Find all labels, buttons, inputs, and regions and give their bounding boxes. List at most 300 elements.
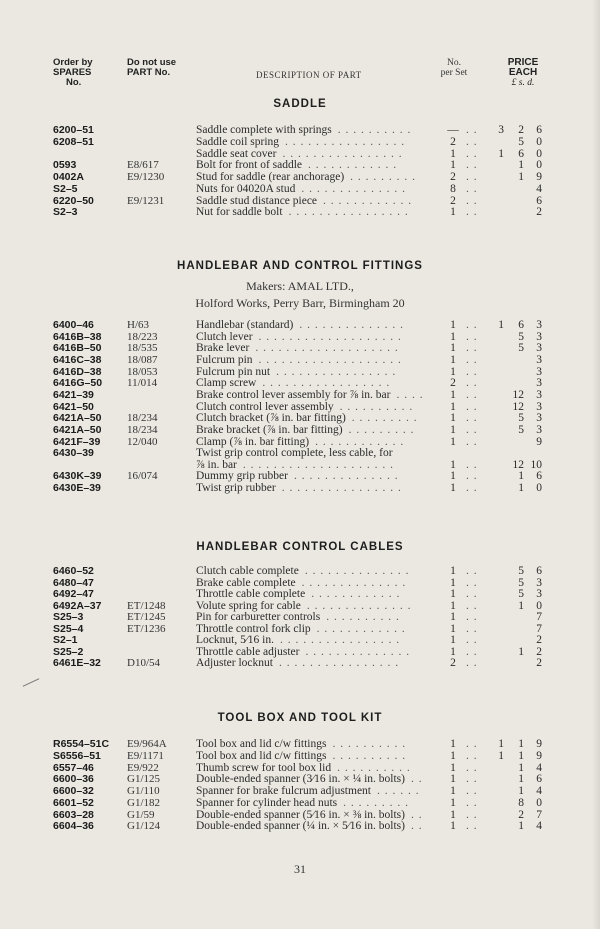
part-description: Double-ended spanner (3⁄16 in. × ¼ in. bolts) xyxy=(196,773,405,785)
part-description: Double-ended spanner (5⁄16 in. × ⅜ in. bolts) xyxy=(196,809,405,821)
price-pence: 9 xyxy=(536,738,542,750)
price-pence: 3 xyxy=(536,389,542,401)
table-row xyxy=(0,482,600,494)
part-description: Volute spring for cable xyxy=(196,600,301,612)
price-shillings: 1 xyxy=(518,785,524,797)
price-pence: 3 xyxy=(536,412,542,424)
qty-no-label: No. xyxy=(447,58,461,68)
leader-dots: . . . . . . . . . . xyxy=(332,738,407,750)
part-description: Fulcrum pin xyxy=(196,354,253,366)
qty-leader-dots: . . xyxy=(466,785,478,797)
price-pence: 6 xyxy=(536,470,542,482)
order-number: 6200–51 xyxy=(53,124,94,136)
leader-dots: . . . . . . . . . . xyxy=(339,401,414,413)
part-description: Saddle stud distance piece xyxy=(196,195,318,207)
price-shillings: 8 xyxy=(518,797,524,809)
order-number: 6430–39 xyxy=(53,447,94,459)
order-number: 6601–52 xyxy=(53,797,94,809)
section-title: HANDLEBAR CONTROL CABLES xyxy=(196,541,404,553)
qty-leader-dots: . . xyxy=(466,470,478,482)
order-number: 6220–50 xyxy=(53,195,94,207)
price-pence: 3 xyxy=(536,319,542,331)
table-row xyxy=(0,183,600,195)
table-row xyxy=(0,820,600,832)
price-pounds: 1 xyxy=(498,738,504,750)
quantity-per-set: 1 xyxy=(450,646,456,658)
price-pence: 3 xyxy=(536,377,542,389)
quantity-per-set: 1 xyxy=(450,600,456,612)
old-part-number: G1/125 xyxy=(127,773,160,785)
part-description: Thumb screw for tool box lid xyxy=(196,762,332,774)
price-shillings: 12 xyxy=(512,459,524,471)
order-number: 6416D–38 xyxy=(53,366,102,378)
qty-leader-dots: . . xyxy=(466,148,478,160)
order-number: S2–1 xyxy=(53,634,78,646)
old-part-number: H/63 xyxy=(127,319,149,331)
part-description: Spanner for cylinder head nuts xyxy=(196,797,338,809)
order-number: 6480–47 xyxy=(53,577,94,589)
quantity-per-set: 2 xyxy=(450,377,456,389)
quantity-per-set: 1 xyxy=(450,577,456,589)
table-row xyxy=(0,738,600,750)
leader-dots: . . . . . . . . . . . . . . . . xyxy=(278,657,400,669)
order-number: 6421A–50 xyxy=(53,412,102,424)
price-pence: 4 xyxy=(536,820,542,832)
quantity-per-set: — xyxy=(447,124,459,136)
page-number: 31 xyxy=(294,862,306,876)
quantity-per-set: 2 xyxy=(450,195,456,207)
qty-leader-dots: . . xyxy=(466,809,478,821)
quantity-per-set: 1 xyxy=(450,482,456,494)
leader-dots: . . . . . . . . . . xyxy=(332,750,407,762)
quantity-per-set: 2 xyxy=(450,657,456,669)
per-set-label: per Set xyxy=(440,68,468,78)
leader-dots: . . . . . . . . . . . . xyxy=(308,159,398,171)
order-number: S6556–51 xyxy=(53,750,101,762)
price-shillings: 12 xyxy=(512,389,524,401)
table-row xyxy=(0,611,600,623)
price-shillings: 5 xyxy=(518,588,524,600)
order-number: 6557–46 xyxy=(53,762,94,774)
table-row xyxy=(0,447,600,459)
each-label: EACH xyxy=(508,67,538,78)
order-number: 6430E–39 xyxy=(53,482,101,494)
leader-dots: . . . . . . . . . . xyxy=(326,611,400,623)
do-not-use-label: Do not use xyxy=(127,57,177,68)
part-no-label: PART No. xyxy=(127,67,171,78)
quantity-per-set: 1 xyxy=(450,342,456,354)
price-pence: 7 xyxy=(536,611,542,623)
leader-dots: . . . . . . . . . . . . . . . . xyxy=(276,366,397,378)
price-pence: 3 xyxy=(536,424,542,436)
qty-leader-dots: . . xyxy=(466,459,478,471)
leader-dots: . . . . . . . . . . . . . . xyxy=(301,577,407,589)
leader-dots: . . . . . . . . . xyxy=(351,412,418,424)
qty-leader-dots: . . xyxy=(466,623,478,635)
qty-leader-dots: . . xyxy=(466,124,478,136)
price-pence: 9 xyxy=(536,436,542,448)
part-description: Throttle cable adjuster xyxy=(196,646,300,658)
table-row xyxy=(0,750,600,762)
part-description: Tool box and lid c/w fittings xyxy=(196,750,327,762)
leader-dots: . . . . . . . . . . . . xyxy=(316,623,406,635)
makers-address: Holford Works, Perry Barr, Birmingham 20 xyxy=(195,296,405,310)
qty-leader-dots: . . xyxy=(466,424,478,436)
old-part-number: 18/223 xyxy=(127,331,158,343)
qty-leader-dots: . . xyxy=(466,389,478,401)
order-number: S25–2 xyxy=(53,646,84,658)
quantity-per-set: 2 xyxy=(450,171,456,183)
leader-dots: . . . . . . . . . . xyxy=(337,124,412,136)
leader-dots: . . . . . . . . . . . . . . . . xyxy=(288,206,409,218)
price-pence: 3 xyxy=(536,366,542,378)
table-row xyxy=(0,657,600,669)
qty-leader-dots: . . xyxy=(466,342,478,354)
quantity-per-set: 1 xyxy=(450,623,456,635)
price-pence: 4 xyxy=(536,183,542,195)
quantity-per-set: 1 xyxy=(450,809,456,821)
part-description: Stud for saddle (rear anchorage) xyxy=(196,171,345,183)
qty-leader-dots: . . xyxy=(466,377,478,389)
part-description: Saddle seat cover xyxy=(196,148,277,160)
order-number: 6492A–37 xyxy=(53,600,102,612)
page-edge-shadow xyxy=(592,0,600,929)
quantity-per-set: 1 xyxy=(450,354,456,366)
qty-leader-dots: . . xyxy=(466,436,478,448)
part-description: Nuts for 04020A stud xyxy=(196,183,296,195)
table-row xyxy=(0,206,600,218)
price-pence: 3 xyxy=(536,331,542,343)
part-description: Nut for saddle bolt xyxy=(196,206,283,218)
quantity-per-set: 1 xyxy=(450,412,456,424)
price-pence: 10 xyxy=(530,459,542,471)
qty-leader-dots: . . xyxy=(466,738,478,750)
leader-dots: . . . . . . . . . . . . . . . . xyxy=(282,148,403,160)
quantity-per-set: 1 xyxy=(450,206,456,218)
price-pence: 6 xyxy=(536,124,542,136)
leader-dots: . . . . xyxy=(396,389,424,401)
old-part-number: ET/1236 xyxy=(127,623,166,635)
price-shillings: 5 xyxy=(518,424,524,436)
qty-leader-dots: . . xyxy=(466,195,478,207)
order-number: 6208–51 xyxy=(53,136,94,148)
leader-dots: . . . . . . . . . . . . . . xyxy=(301,183,406,195)
part-description: Throttle cable complete xyxy=(196,588,306,600)
table-row xyxy=(0,354,600,366)
quantity-per-set: 1 xyxy=(450,565,456,577)
qty-leader-dots: . . xyxy=(466,183,478,195)
leader-dots: . . . . . . . . . xyxy=(348,424,415,436)
price-pence: 9 xyxy=(536,750,542,762)
price-pence: 3 xyxy=(536,342,542,354)
table-row xyxy=(0,171,600,183)
leader-dots: . . . . . . . . . . . . . . . . . . . xyxy=(258,354,402,366)
table-row xyxy=(0,424,600,436)
leader-dots: . . . . . . . . . xyxy=(343,797,410,809)
leader-dots: . . . . . . . . . . . . . . xyxy=(305,646,411,658)
table-row xyxy=(0,470,600,482)
money-units-label: £ s. d. xyxy=(511,78,535,88)
quantity-per-set: 1 xyxy=(450,750,456,762)
price-shillings: 5 xyxy=(518,342,524,354)
description-header: DESCRIPTION OF PART xyxy=(256,70,362,80)
section-title: TOOL BOX AND TOOL KIT xyxy=(217,712,383,724)
qty-leader-dots: . . xyxy=(466,797,478,809)
order-number: 6421A–50 xyxy=(53,424,102,436)
part-description: Throttle control fork clip xyxy=(196,623,311,635)
part-description: Dummy grip rubber xyxy=(196,470,288,482)
order-number: 6416C–38 xyxy=(53,354,102,366)
table-row xyxy=(0,319,600,331)
old-part-number: E9/922 xyxy=(127,762,159,774)
old-part-number: 12/040 xyxy=(127,436,158,448)
order-number: S25–4 xyxy=(53,623,84,635)
leader-dots: . . . . . . xyxy=(377,785,420,797)
price-shillings: 2 xyxy=(518,124,524,136)
order-number: 6416B–38 xyxy=(53,331,102,343)
quantity-per-set: 1 xyxy=(450,470,456,482)
old-part-number: 18/087 xyxy=(127,354,158,366)
leader-dots: . . xyxy=(410,773,423,785)
qty-leader-dots: . . xyxy=(466,634,478,646)
table-row xyxy=(0,773,600,785)
order-number: 6400–46 xyxy=(53,319,94,331)
qty-leader-dots: . . xyxy=(466,611,478,623)
price-shillings: 1 xyxy=(518,470,524,482)
price-shillings: 5 xyxy=(518,577,524,589)
part-description: Adjuster locknut xyxy=(196,657,273,669)
price-pence: 2 xyxy=(536,206,542,218)
quantity-per-set: 1 xyxy=(450,738,456,750)
quantity-per-set: 1 xyxy=(450,401,456,413)
price-shillings: 12 xyxy=(512,401,524,413)
old-part-number: G1/124 xyxy=(127,820,160,832)
quantity-per-set: 1 xyxy=(450,319,456,331)
quantity-per-set: 1 xyxy=(450,436,456,448)
qty-leader-dots: . . xyxy=(466,565,478,577)
qty-leader-dots: . . xyxy=(466,588,478,600)
part-description: Locknut, 5⁄16 in. xyxy=(196,634,274,646)
leader-dots: . . . . . . . . . . . . . . xyxy=(304,565,410,577)
part-description: Saddle complete with springs xyxy=(196,124,332,136)
qty-leader-dots: . . xyxy=(466,762,478,774)
table-row xyxy=(0,785,600,797)
price-pence: 4 xyxy=(536,762,542,774)
price-shillings: 1 xyxy=(518,646,524,658)
order-number: 6421–39 xyxy=(53,389,94,401)
part-description: Brake lever xyxy=(196,342,250,354)
old-part-number: E8/617 xyxy=(127,159,159,171)
part-header xyxy=(127,58,176,78)
leader-dots: . . . . . . . . . . . . . . xyxy=(293,470,399,482)
quantity-per-set: 1 xyxy=(450,459,456,471)
part-description: Twist grip rubber xyxy=(196,482,276,494)
part-description: Saddle coil spring xyxy=(196,136,280,148)
order-number: S25–3 xyxy=(53,611,84,623)
part-description: Brake control lever assembly for ⅞ in. bar xyxy=(196,389,391,401)
leader-dots: . . . . . . . . . . . . . . . . xyxy=(281,482,402,494)
old-part-number: E9/1231 xyxy=(127,195,165,207)
price-pence: 0 xyxy=(536,136,542,148)
price-shillings: 2 xyxy=(518,809,524,821)
part-description: Clutch lever xyxy=(196,331,253,343)
old-part-number: D10/54 xyxy=(127,657,160,669)
leader-dots: . . . . . . . . . . xyxy=(337,762,411,774)
price-shillings: 6 xyxy=(518,148,524,160)
part-description: Twist grip control complete, less cable, for xyxy=(196,447,393,459)
leader-dots: . . . . . . . . . . . . xyxy=(311,588,401,600)
qty-leader-dots: . . xyxy=(466,482,478,494)
price-shillings: 5 xyxy=(518,565,524,577)
price-shillings: 1 xyxy=(518,820,524,832)
order-number: 0593 xyxy=(53,159,77,171)
price-pence: 7 xyxy=(536,623,542,635)
order-number: 6416B–50 xyxy=(53,342,102,354)
leader-dots: . . . . . . . . . . . . xyxy=(315,436,405,448)
order-number: S2–3 xyxy=(53,206,78,218)
price-pence: 3 xyxy=(536,577,542,589)
order-number: 6492–47 xyxy=(53,588,94,600)
order-by-label: Order by xyxy=(53,57,93,68)
price-shillings: 5 xyxy=(518,412,524,424)
table-row xyxy=(0,588,600,600)
table-row xyxy=(0,634,600,646)
price-shillings: 1 xyxy=(518,600,524,612)
order-number: 6460–52 xyxy=(53,565,94,577)
leader-dots: . . . . . . . . . . . . . . . . xyxy=(285,136,406,148)
price-label: PRICE xyxy=(507,57,539,68)
old-part-number: E9/1230 xyxy=(127,171,165,183)
price-pence: 2 xyxy=(536,634,542,646)
part-description: Clamp screw xyxy=(196,377,257,389)
quantity-per-set: 1 xyxy=(450,148,456,160)
order-number: 6461E–32 xyxy=(53,657,101,669)
table-row xyxy=(0,136,600,148)
leader-dots: . . xyxy=(410,809,423,821)
quantity-per-set: 8 xyxy=(450,183,456,195)
quantity-per-set: 1 xyxy=(450,424,456,436)
leader-dots: . . . . . . . . . . . . . . . . . . . xyxy=(258,331,402,343)
old-part-number: G1/59 xyxy=(127,809,155,821)
order-header xyxy=(53,58,93,88)
quantity-per-set: 1 xyxy=(450,366,456,378)
order-number: 6604–36 xyxy=(53,820,94,832)
leader-dots: . . xyxy=(410,820,423,832)
price-shillings: 1 xyxy=(518,773,524,785)
pencil-mark xyxy=(23,678,40,687)
old-part-number: G1/110 xyxy=(127,785,160,797)
old-part-number: 11/014 xyxy=(127,377,158,389)
part-description: Pin for carburetter controls xyxy=(196,611,321,623)
table-row xyxy=(0,342,600,354)
order-number: 0402A xyxy=(53,171,84,183)
qty-leader-dots: . . xyxy=(466,750,478,762)
quantity-per-set: 1 xyxy=(450,820,456,832)
qty-leader-dots: . . xyxy=(466,171,478,183)
quantity-per-set: 1 xyxy=(450,331,456,343)
leader-dots: . . . . . . . . . . . . xyxy=(323,195,413,207)
price-shillings: 5 xyxy=(518,331,524,343)
price-pence: 6 xyxy=(536,773,542,785)
quantity-per-set: 1 xyxy=(450,762,456,774)
part-description: Brake cable complete xyxy=(196,577,296,589)
price-shillings: 1 xyxy=(518,482,524,494)
part-description: Clutch bracket (⅞ in. bar fitting) xyxy=(196,412,346,424)
price-pence: 6 xyxy=(536,195,542,207)
table-row xyxy=(0,159,600,171)
part-description: Clutch control lever assembly xyxy=(196,401,334,413)
price-pence: 2 xyxy=(536,657,542,669)
old-part-number: 18/234 xyxy=(127,412,158,424)
qty-leader-dots: . . xyxy=(466,354,478,366)
price-shillings: 5 xyxy=(518,136,524,148)
part-description: Clamp (⅞ in. bar fitting) xyxy=(196,436,310,448)
price-pounds: 1 xyxy=(498,750,504,762)
price-pence: 3 xyxy=(536,401,542,413)
old-part-number: 18/535 xyxy=(127,342,158,354)
order-number: S2–5 xyxy=(53,183,78,195)
spares-label: SPARES xyxy=(53,67,92,78)
part-description: Fulcrum pin nut xyxy=(196,366,271,378)
leader-dots: . . . . . . . . . . . . . . . . . xyxy=(262,377,391,389)
price-shillings: 1 xyxy=(518,171,524,183)
quantity-per-set: 2 xyxy=(450,136,456,148)
leader-dots: . . . . . . . . . . . . . . . . xyxy=(279,634,401,646)
qty-leader-dots: . . xyxy=(466,646,478,658)
price-pence: 0 xyxy=(536,600,542,612)
qty-leader-dots: . . xyxy=(466,401,478,413)
price-pence: 9 xyxy=(536,171,542,183)
qty-leader-dots: . . xyxy=(466,820,478,832)
table-row xyxy=(0,412,600,424)
qty-leader-dots: . . xyxy=(466,577,478,589)
quantity-per-set: 1 xyxy=(450,797,456,809)
price-pence: 0 xyxy=(536,148,542,160)
old-part-number: 16/074 xyxy=(127,470,158,482)
leader-dots: . . . . . . . . . . . . . . xyxy=(306,600,412,612)
makers-line: Makers: AMAL LTD., xyxy=(246,279,354,293)
table-row xyxy=(0,797,600,809)
price-pence: 3 xyxy=(536,354,542,366)
part-description: Bolt for front of saddle xyxy=(196,159,303,171)
order-number: 6421F–39 xyxy=(53,436,101,448)
qty-leader-dots: . . xyxy=(466,366,478,378)
price-shillings: 1 xyxy=(518,762,524,774)
order-number: 6600–36 xyxy=(53,773,94,785)
price-pence: 0 xyxy=(536,797,542,809)
leader-dots: . . . . . . . . . xyxy=(350,171,417,183)
part-description: Handlebar (standard) xyxy=(196,319,294,331)
quantity-per-set: 1 xyxy=(450,634,456,646)
price-shillings: 6 xyxy=(518,319,524,331)
old-part-number: E9/1171 xyxy=(127,750,164,762)
old-part-number: ET/1245 xyxy=(127,611,166,623)
qty-leader-dots: . . xyxy=(466,206,478,218)
price-pence: 4 xyxy=(536,785,542,797)
price-pence: 0 xyxy=(536,482,542,494)
price-shillings: 1 xyxy=(518,159,524,171)
price-pence: 2 xyxy=(536,646,542,658)
leader-dots: . . . . . . . . . . . . . . xyxy=(299,319,405,331)
qty-leader-dots: . . xyxy=(466,657,478,669)
old-part-number: 18/053 xyxy=(127,366,158,378)
price-pounds: 1 xyxy=(498,319,504,331)
qty-leader-dots: . . xyxy=(466,136,478,148)
part-description: Tool box and lid c/w fittings xyxy=(196,738,327,750)
quantity-per-set: 1 xyxy=(450,389,456,401)
old-part-number: G1/182 xyxy=(127,797,160,809)
quantity-per-set: 1 xyxy=(450,588,456,600)
